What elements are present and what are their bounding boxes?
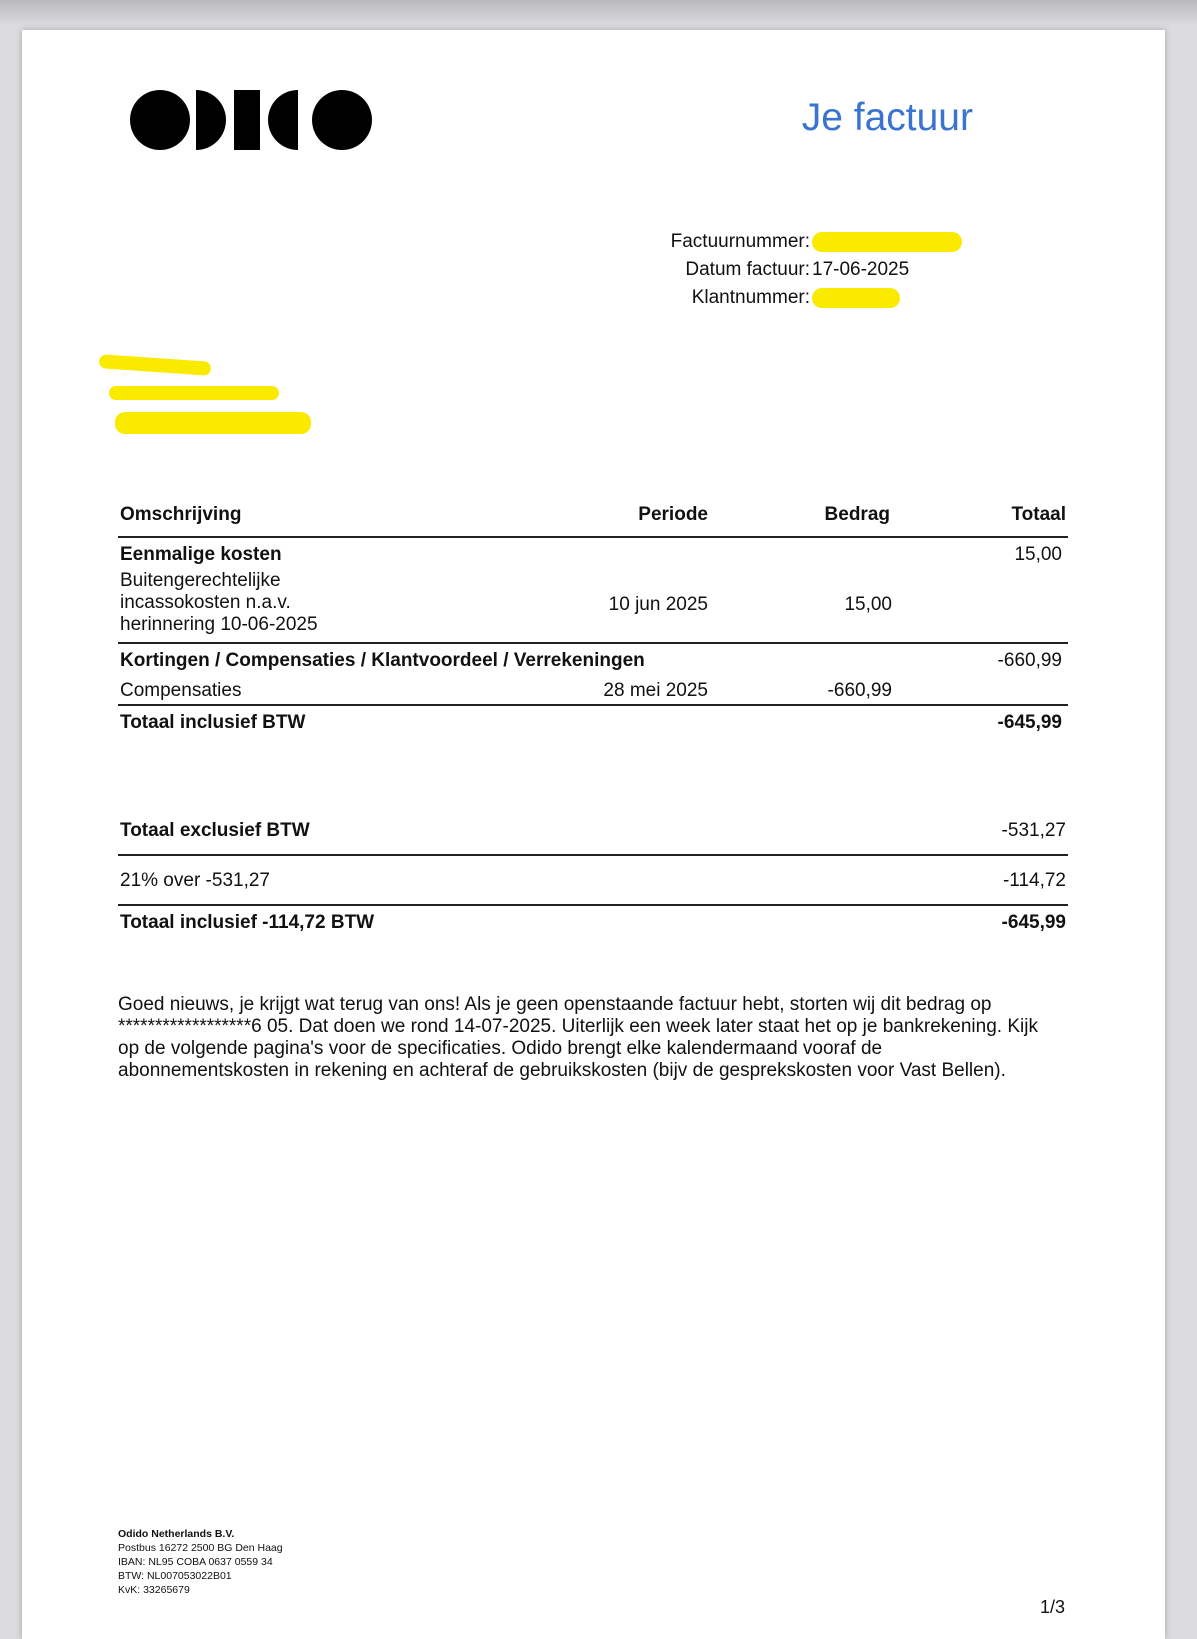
total-excl-value: -531,27 [1001,820,1066,841]
col-amount: Bedrag [738,500,918,537]
footer-company: Odido Netherlands B.V. [118,1528,235,1540]
section-total: 15,00 [1014,544,1062,565]
grand-total-value: -645,99 [918,705,1068,736]
invoice-number-label: Factuurnummer: [670,231,810,252]
section-row [118,643,1068,674]
total-excl-label: Totaal exclusief BTW [120,820,310,841]
page-title: Je factuur [801,96,973,139]
refund-note: Goed nieuws, je krijgt wat terug van ons! Als je geen openstaande factuur hebt, storten wij dit bedrag op ******************6 05. Dat doen we rond 14-07-2025. Uiterlijk een week later staat het op je bankrekening. Kijk op de volgende pagina's voor de specificaties. Odido brengt elke kalendermaand vooraf de abonnementskosten in rekening en achteraf de gebruikskosten (bijv de gesprekskosten voor Vast Bellen). [118,994,1038,1081]
vat-label: 21% over -531,27 [120,870,270,891]
total-incl-value: -645,99 [1001,912,1066,933]
invoice-meta [582,228,982,312]
invoice-date-label: Datum factuur: [685,259,810,280]
grand-total-label: Totaal inclusief BTW [118,705,918,736]
section-title: Eenmalige kosten [120,544,282,565]
recipient-address-redacted [97,338,427,448]
odido-logo [130,85,380,155]
col-period: Periode [538,500,738,537]
vat-value: -114,72 [1002,870,1066,891]
footer-btw: BTW: NL007053022B01 [118,1570,232,1582]
footer-iban: IBAN: NL95 COBA 0637 0559 34 [118,1556,273,1568]
line-amount: 15,00 [844,594,892,615]
table-header-row [118,500,1068,537]
line-amount: -660,99 [827,680,892,701]
total-incl-label: Totaal inclusief -114,72 BTW [120,912,375,933]
line-period: 28 mei 2025 [603,680,708,701]
vat-summary [118,820,1068,934]
grand-total-row [118,705,1068,736]
customer-number-redacted [810,284,900,312]
invoice-date: 17-06-2025 [812,259,910,280]
customer-number-label: Klantnummer: [691,287,810,308]
table-row [118,568,1068,643]
invoice-items-table [118,500,1068,736]
table-row [118,674,1068,705]
invoice-number-redacted [810,228,962,256]
col-total: Totaal [918,500,1068,537]
section-title: Kortingen / Compensaties / Klantvoordeel / Verrekeningen [118,643,918,674]
company-footer [118,1527,283,1597]
line-description: Buitengerechtelijke incassokosten n.a.v. herinnering 10-06-2025 [120,570,318,635]
section-row [118,537,1068,568]
invoice-page [22,30,1165,1639]
line-period: 10 jun 2025 [608,594,708,615]
page-number: 1/3 [1040,1597,1066,1617]
section-total: -660,99 [918,643,1068,674]
col-description: Omschrijving [118,500,538,537]
viewer-top-band [0,0,1197,26]
line-description: Compensaties [120,680,242,701]
footer-kvk: KvK: 33265679 [118,1584,190,1596]
footer-address: Postbus 16272 2500 BG Den Haag [118,1542,283,1554]
